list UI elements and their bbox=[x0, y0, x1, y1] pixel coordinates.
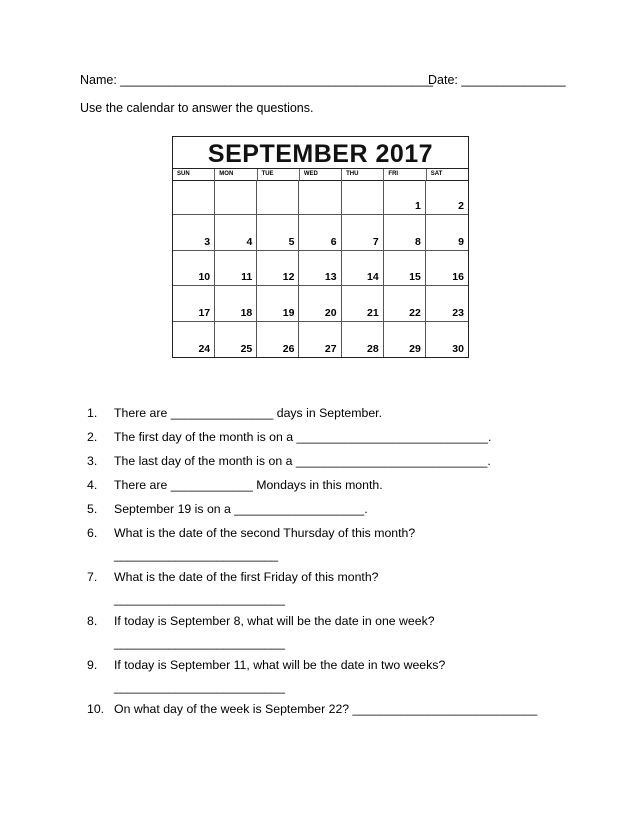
calendar-day-number: 5 bbox=[288, 235, 295, 248]
calendar-day-number: 24 bbox=[198, 343, 211, 355]
calendar-day-cell bbox=[426, 215, 468, 250]
calendar-day-cell bbox=[173, 322, 215, 357]
calendar-day-cell bbox=[215, 286, 257, 321]
calendar-day-cell bbox=[257, 180, 299, 215]
calendar-day-cell bbox=[384, 180, 426, 215]
name-field-label: Name: _____________________________________________ bbox=[80, 73, 434, 87]
calendar-day-number: 16 bbox=[452, 271, 464, 284]
calendar-day-number: 20 bbox=[324, 306, 337, 319]
calendar-day-number: 23 bbox=[452, 306, 464, 319]
calendar-day-number: 11 bbox=[241, 271, 253, 284]
question-text: If today is September 11, what will be the date in two weeks? bbox=[114, 658, 446, 672]
calendar-day-cell bbox=[257, 215, 299, 250]
calendar-day-grid bbox=[173, 180, 468, 357]
calendar-day-number: 15 bbox=[409, 271, 421, 284]
weekday-label: SUN bbox=[173, 169, 215, 180]
question-number: 8. bbox=[87, 614, 98, 628]
calendar-day-cell bbox=[299, 180, 341, 215]
calendar-day-cell bbox=[384, 215, 426, 250]
calendar-day-number: 2 bbox=[458, 200, 464, 213]
question-number: 10. bbox=[87, 702, 105, 716]
weekday-label: FRI bbox=[384, 169, 426, 180]
calendar-day-cell bbox=[299, 322, 341, 357]
question-item bbox=[87, 478, 577, 493]
calendar-day-number: 19 bbox=[282, 306, 295, 319]
calendar-day-number: 18 bbox=[240, 306, 253, 319]
calendar-day-number: 13 bbox=[324, 271, 337, 284]
question-item bbox=[87, 526, 577, 563]
instructions-text: Use the calendar to answer the questions. bbox=[80, 101, 314, 115]
question-number: 7. bbox=[87, 570, 98, 584]
question-number: 3. bbox=[87, 454, 98, 468]
question-item bbox=[87, 614, 577, 651]
calendar-day-number: 4 bbox=[246, 235, 253, 248]
calendar-day-cell bbox=[342, 322, 384, 357]
calendar-day-cell bbox=[173, 251, 215, 286]
calendar-day-cell bbox=[299, 251, 341, 286]
calendar-title: SEPTEMBER 2017 bbox=[207, 140, 434, 168]
question-list bbox=[87, 406, 577, 726]
calendar-day-number: 10 bbox=[198, 271, 211, 284]
calendar-day-number: 28 bbox=[367, 343, 379, 355]
calendar-day-cell bbox=[257, 322, 299, 357]
answer-blank-line: ________________________ bbox=[114, 548, 279, 562]
weekday-label: SAT bbox=[430, 171, 443, 177]
answer-blank-line: _________________________ bbox=[114, 636, 285, 650]
calendar-day-cell bbox=[342, 286, 384, 321]
question-text: What is the date of the first Friday of this month? bbox=[114, 570, 379, 584]
calendar-day-cell bbox=[342, 180, 384, 215]
calendar-day-cell bbox=[173, 215, 215, 250]
calendar-day-cell bbox=[384, 322, 426, 357]
question-item bbox=[87, 658, 577, 695]
question-text: If today is September 8, what will be the date in one week? bbox=[114, 614, 435, 628]
weekday-label: MON bbox=[215, 169, 257, 180]
question-text: What is the date of the second Thursday of this month? bbox=[114, 526, 416, 540]
question-number: 9. bbox=[87, 658, 98, 672]
calendar-day-cell bbox=[215, 215, 257, 250]
calendar-day-number: 27 bbox=[324, 343, 337, 355]
calendar-day-cell bbox=[426, 322, 468, 357]
calendar-day-number: 3 bbox=[204, 235, 211, 248]
calendar-day-cell bbox=[426, 251, 468, 286]
calendar-day-cell bbox=[173, 286, 215, 321]
question-number: 6. bbox=[87, 526, 98, 540]
calendar-day-cell bbox=[299, 215, 341, 250]
calendar-day-number: 22 bbox=[409, 306, 421, 319]
question-item bbox=[87, 430, 577, 445]
calendar-day-cell bbox=[215, 251, 257, 286]
question-text: The last day of the month is on a ____________________________. bbox=[114, 454, 491, 468]
calendar-day-cell bbox=[384, 286, 426, 321]
calendar-day-cell bbox=[342, 251, 384, 286]
calendar-day-number: 9 bbox=[458, 235, 464, 248]
question-item bbox=[87, 454, 577, 469]
question-number: 2. bbox=[87, 430, 98, 444]
question-item bbox=[87, 702, 577, 717]
calendar-day-cell bbox=[257, 251, 299, 286]
calendar-day-number: 30 bbox=[452, 343, 464, 355]
calendar-day-number: 1 bbox=[415, 200, 421, 213]
calendar-day-cell bbox=[299, 286, 341, 321]
calendar-day-number: 7 bbox=[372, 235, 379, 248]
answer-blank-line: _________________________ bbox=[114, 680, 285, 694]
question-text: September 19 is on a ___________________. bbox=[114, 502, 368, 516]
calendar-day-number: 21 bbox=[367, 306, 379, 319]
question-text: There are ____________ Mondays in this month. bbox=[114, 478, 383, 492]
calendar-day-number: 17 bbox=[198, 306, 211, 319]
calendar-day-cell bbox=[426, 286, 468, 321]
question-number: 1. bbox=[87, 406, 98, 420]
calendar-day-number: 14 bbox=[367, 271, 379, 284]
calendar-day-cell bbox=[173, 180, 215, 215]
calendar-day-cell bbox=[257, 286, 299, 321]
question-item bbox=[87, 502, 577, 517]
calendar-day-cell bbox=[215, 180, 257, 215]
answer-blank-line: _________________________ bbox=[114, 592, 285, 606]
question-text: The first day of the month is on a ____________________________. bbox=[114, 430, 492, 444]
calendar-day-number: 8 bbox=[415, 235, 421, 248]
calendar-day-number: 29 bbox=[409, 343, 421, 355]
question-number: 4. bbox=[87, 478, 98, 492]
calendar-day-number: 26 bbox=[282, 343, 295, 355]
question-text: On what day of the week is September 22? ___________________________ bbox=[114, 702, 538, 716]
calendar-day-cell bbox=[426, 180, 468, 215]
calendar-day-number: 6 bbox=[330, 235, 337, 248]
calendar-image bbox=[172, 136, 469, 358]
calendar-day-number: 25 bbox=[240, 343, 253, 355]
question-text: There are _______________ days in September. bbox=[114, 406, 382, 420]
calendar-day-number: 12 bbox=[282, 271, 295, 284]
weekday-label: WED bbox=[300, 169, 342, 180]
question-number: 5. bbox=[87, 502, 98, 516]
weekday-label: TUE bbox=[258, 169, 300, 180]
question-item bbox=[87, 570, 577, 607]
weekday-label: THU bbox=[342, 169, 384, 180]
calendar-day-cell bbox=[215, 322, 257, 357]
date-field-label: Date: _______________ bbox=[428, 73, 566, 87]
question-item bbox=[87, 406, 577, 421]
calendar-day-cell bbox=[384, 251, 426, 286]
calendar-day-cell bbox=[342, 215, 384, 250]
